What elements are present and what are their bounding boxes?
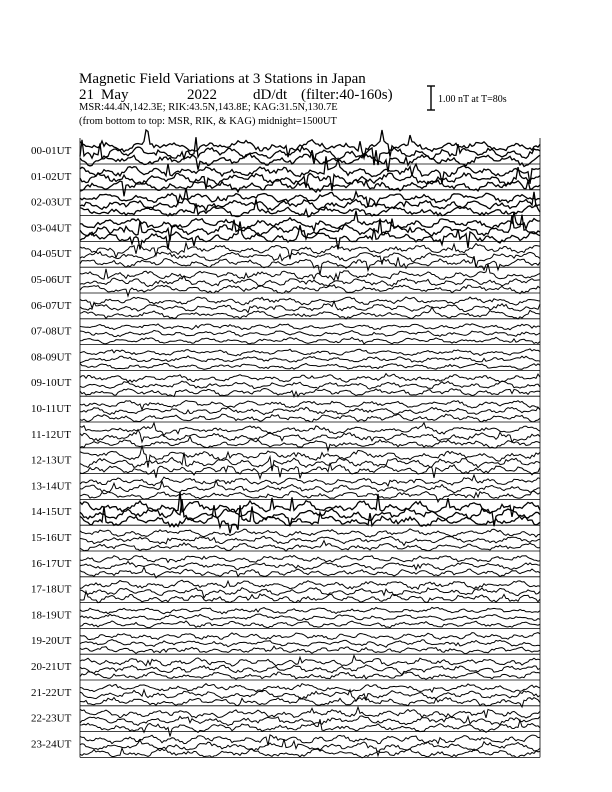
trace-rik — [80, 381, 540, 389]
trace-kag — [80, 374, 540, 383]
scale-bar — [427, 86, 435, 110]
station-order-note: (from bottom to top: MSR, RIK, & KAG) midnight=1500UT — [79, 116, 337, 127]
hour-label: 12-13UT — [31, 454, 72, 467]
hour-label: 18-19UT — [31, 609, 72, 622]
trace-kag — [80, 324, 540, 330]
trace-kag — [80, 264, 540, 281]
trace-msr — [80, 591, 540, 602]
hour-label: 11-12UT — [31, 428, 71, 441]
trace-kag — [80, 297, 540, 308]
trace-kag — [80, 556, 540, 563]
trace-rik — [80, 356, 540, 363]
trace-rik — [80, 614, 540, 620]
trace-msr — [80, 180, 540, 197]
trace-rik — [80, 276, 540, 287]
trace-rik — [80, 480, 540, 492]
trace-msr — [80, 505, 540, 533]
trace-msr — [80, 285, 540, 296]
trace-msr — [80, 463, 540, 479]
trace-kag — [80, 684, 540, 693]
trace-msr — [80, 389, 540, 397]
trace-msr — [80, 436, 540, 450]
trace-kag — [80, 707, 540, 718]
trace-msr — [80, 337, 540, 344]
hour-label: 09-10UT — [31, 377, 72, 390]
hour-label: 08-09UT — [31, 351, 72, 364]
trace-msr — [80, 672, 540, 680]
trace-rik — [80, 330, 540, 336]
hour-label: 01-02UT — [31, 170, 72, 183]
trace-msr — [80, 719, 540, 736]
trace-msr — [80, 491, 540, 502]
trace-msr — [80, 414, 540, 422]
filter-label: (filter:40-160s) — [301, 87, 393, 103]
date-year: 2022 — [187, 87, 217, 103]
trace-rik — [80, 588, 540, 598]
hour-label: 04-05UT — [31, 248, 72, 261]
trace-rik — [80, 407, 540, 414]
trace-kag — [80, 529, 540, 537]
hour-label: 14-15UT — [31, 506, 72, 519]
trace-msr — [80, 646, 540, 654]
hour-label: 07-08UT — [31, 325, 72, 338]
hour-label: 06-07UT — [31, 299, 72, 312]
trace-kag — [80, 607, 540, 613]
trace-kag — [80, 156, 540, 184]
hour-label: 16-17UT — [31, 557, 72, 570]
hour-label: 13-14UT — [31, 480, 72, 493]
trace-rik — [80, 430, 540, 442]
trace-kag — [80, 475, 540, 486]
date-month: May — [101, 87, 129, 103]
trace-rik — [80, 536, 540, 545]
trace-kag — [80, 423, 540, 436]
trace-kag — [80, 349, 540, 356]
date-day: 21 — [79, 87, 94, 103]
hour-label: 15-16UT — [31, 532, 72, 544]
hour-label: 05-06UT — [31, 274, 72, 286]
station-coordinates: MSR:44.4N,142.3E; RIK:43.5N,143.8E; KAG:31.5N,130.7E — [79, 102, 338, 113]
trace-rik — [80, 192, 540, 211]
trace-rik — [80, 690, 540, 701]
trace-msr — [80, 363, 540, 369]
hour-label: 10-11UT — [31, 403, 71, 415]
quantity-label: dD/dt — [253, 87, 288, 103]
hour-label: 00-01UT — [31, 145, 72, 157]
chart-title: Magnetic Field Variations at 3 Stations in Japan — [79, 71, 366, 87]
trace-kag — [80, 633, 540, 640]
trace-rik — [80, 640, 540, 648]
hour-label: 02-03UT — [31, 196, 72, 209]
hour-label: 21-22UT — [31, 686, 72, 699]
trace-kag — [80, 656, 540, 667]
scale-bar-label: 1.00 nT at T=80s — [438, 94, 507, 105]
hour-label: 22-23UT — [31, 712, 72, 725]
trace-kag — [80, 401, 540, 410]
hour-label: 19-20UT — [31, 635, 72, 648]
hour-label: 03-04UT — [31, 222, 72, 235]
hour-label: 20-21UT — [31, 661, 72, 673]
trace-rik — [80, 562, 540, 570]
trace-msr — [80, 541, 540, 552]
trace-kag — [80, 211, 540, 231]
hour-label: 23-24UT — [31, 738, 72, 751]
trace-msr — [80, 621, 540, 628]
hour-rows — [31, 130, 540, 758]
hour-label: 17-18UT — [31, 583, 72, 596]
